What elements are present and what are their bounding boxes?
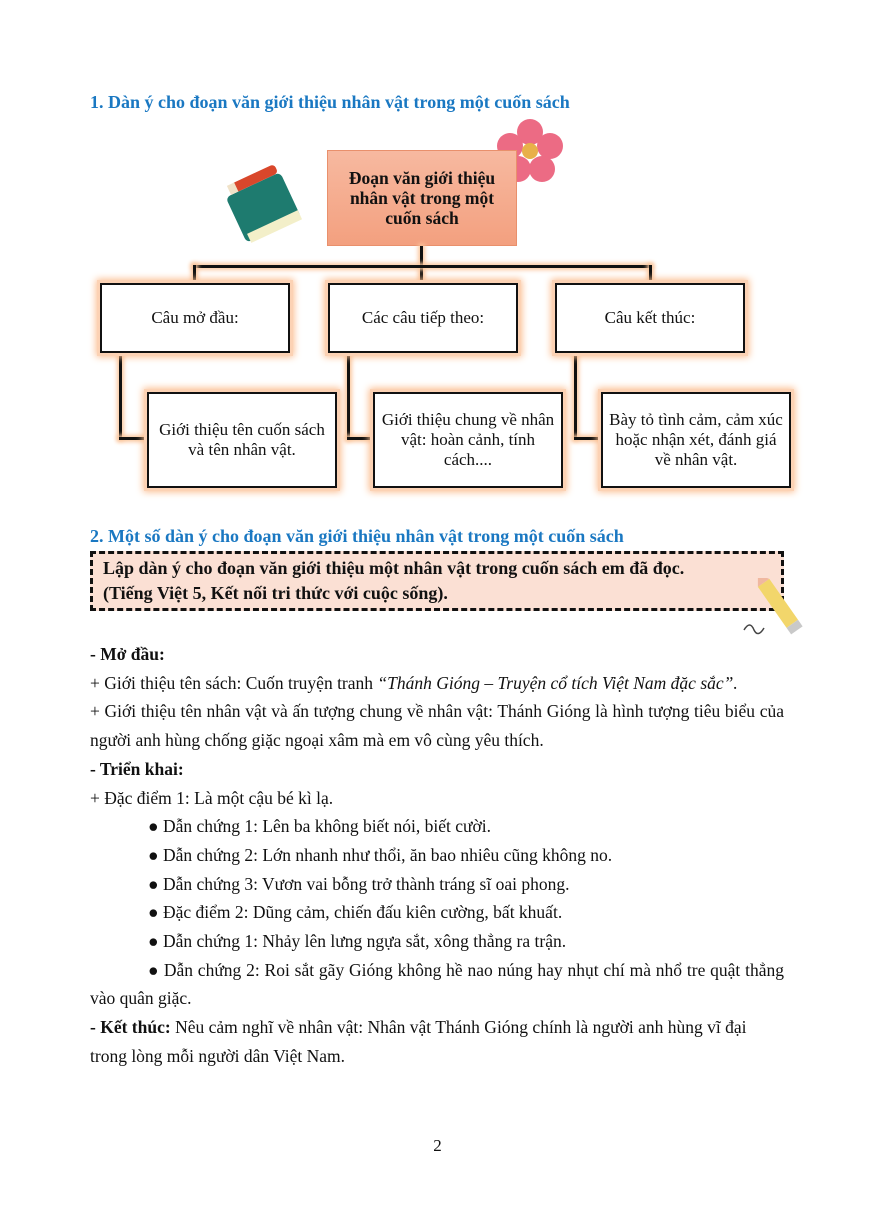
end-text: Nêu cảm nghĩ về nhân vật: Nhân vật Thánh Gióng chính là người anh hùng vĩ đại trong lòng mỗi người dân Việt Nam. — [90, 1017, 747, 1066]
body-title: - Triển khai: — [90, 758, 184, 779]
bullet-item: ● Đặc điểm 2: Dũng cảm, chiến đấu kiên cường, bất khuất. — [148, 902, 563, 923]
intro-title: - Mở đầu: — [90, 644, 165, 664]
detail-opening: Giới thiệu tên cuốn sách và tên nhân vật. — [147, 392, 337, 488]
diagram-root: Đoạn văn giới thiệu nhân vật trong một cuốn sách — [327, 150, 517, 246]
task-line-1: Lập dàn ý cho đoạn văn giới thiệu một nhân vật trong cuốn sách em đã đọc. — [103, 558, 685, 578]
end-title: - Kết thúc: — [90, 1017, 171, 1038]
bullet-item: ● Dẫn chứng 2: Roi sắt gãy Gióng không hề nao núng hay nhụt chí mà nhổ tre quật thẳng vào quân giặc. — [90, 959, 784, 1009]
branch-closing: Câu kết thúc: — [555, 283, 745, 353]
detail-body: Giới thiệu chung về nhân vật: hoàn cảnh, tính cách.... — [373, 392, 563, 488]
bullet-item: ● Dẫn chứng 3: Vươn vai bỗng trở thành tráng sĩ oai phong. — [148, 873, 570, 894]
task-line-2: (Tiếng Việt 5, Kết nối tri thức với cuộc sống). — [103, 583, 448, 603]
detail-closing: Bày tỏ tình cảm, cảm xúc hoặc nhận xét, đánh giá về nhân vật. — [601, 392, 791, 488]
bullet-item: ● Dẫn chứng 2: Lớn nhanh như thổi, ăn bao nhiêu cũng không no. — [148, 844, 613, 865]
pencil-icon — [740, 578, 810, 640]
branch-opening: Câu mở đầu: — [100, 283, 290, 353]
branch-body: Các câu tiếp theo: — [328, 283, 518, 353]
bullet-item: ● Dẫn chứng 1: Lên ba không biết nói, biết cười. — [148, 816, 492, 837]
page-number: 2 — [433, 1136, 442, 1155]
task-box — [90, 551, 784, 611]
intro-1: + Giới thiệu tên sách: Cuốn truyện tranh — [90, 672, 378, 693]
trait-1: + Đặc điểm 1: Là một cậu bé kì lạ. — [90, 787, 334, 808]
book-title: “Thánh Gióng – Truyện cổ tích Việt Nam đặc sắc”. — [377, 672, 738, 693]
section-1-heading: 1. Dàn ý cho đoạn văn giới thiệu nhân vật trong một cuốn sách — [90, 92, 570, 112]
section-2-heading: 2. Một số dàn ý cho đoạn văn giới thiệu nhân vật trong một cuốn sách — [90, 526, 624, 546]
intro-2: + Giới thiệu tên nhân vật và ấn tượng chung về nhân vật: Thánh Gióng là hình tượng tiêu biểu của người anh hùng chống giặc ngoại xâm mà em vô cùng yêu thích. — [90, 701, 784, 751]
outline-diagram — [0, 0, 875, 500]
outline-text — [90, 640, 784, 1071]
book-icon — [222, 163, 312, 248]
bullet-item: ● Dẫn chứng 1: Nhảy lên lưng ngựa sắt, xông thẳng ra trận. — [148, 931, 567, 952]
